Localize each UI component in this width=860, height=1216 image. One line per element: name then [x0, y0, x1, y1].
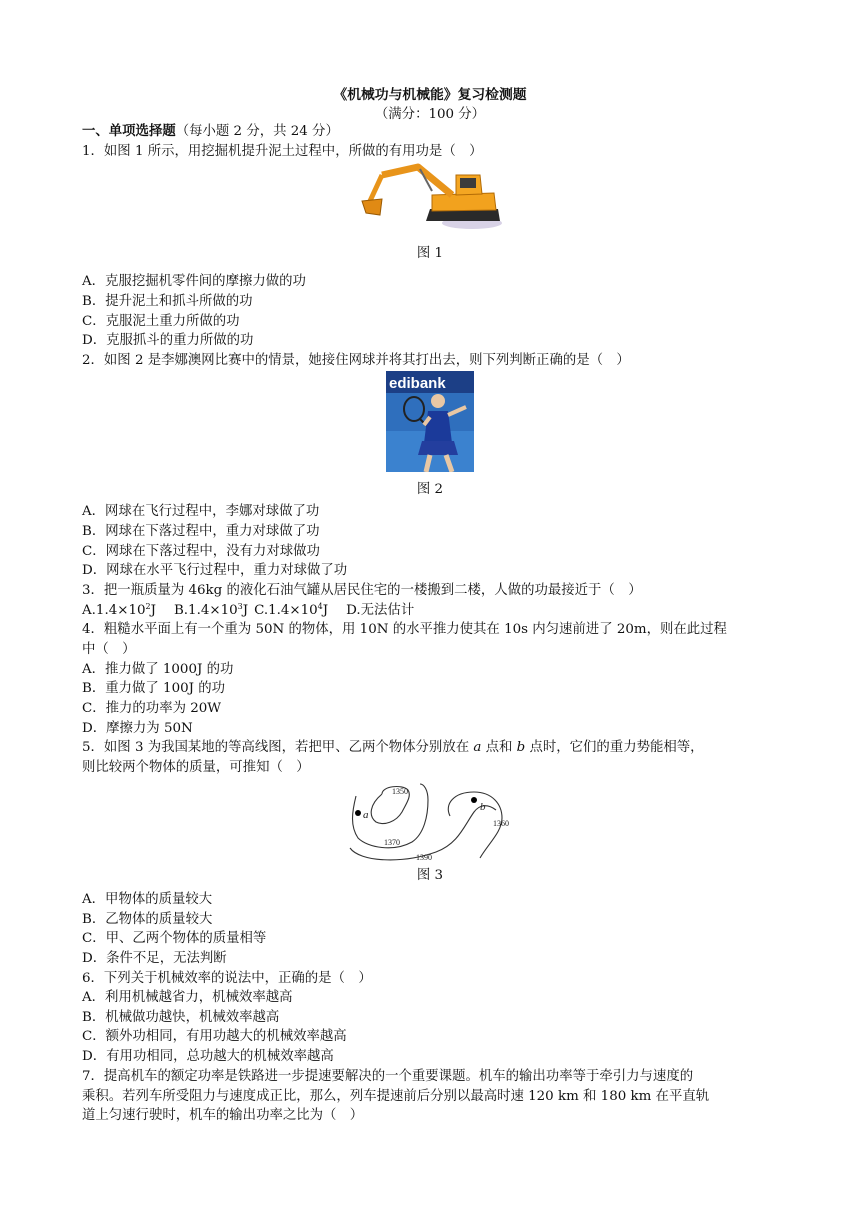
question-2-option-a: A．网球在飞行过程中，李娜对球做了功 — [82, 504, 320, 519]
section-heading-label: 一、单项选择题 — [82, 123, 176, 139]
question-5-option-b: B．乙物体的质量较大 — [82, 912, 213, 927]
question-7-line3: 道上匀速行驶时，机车的输出功率之比为（ ） — [82, 1108, 364, 1123]
figure-1-caption: 图 1 — [416, 246, 444, 261]
question-3-option-d: D.无法估计 — [346, 603, 415, 618]
figure-2-banner: edibank — [389, 375, 446, 392]
point-a-marker — [355, 810, 361, 816]
question-4-option-a: A．推力做了 1000J 的功 — [82, 662, 234, 677]
question-6-option-c: C．额外功相同，有用功越大的机械效率越高 — [82, 1029, 347, 1044]
map-label-b: b — [480, 801, 486, 813]
map-label-a: a — [363, 809, 369, 821]
question-3-option-b: $B.1.4\times 10^3J$ — [173, 602, 249, 618]
page-title: 《机械功与机械能》复习检测题 — [333, 87, 527, 103]
question-5-option-c: C．甲、乙两个物体的质量相等 — [82, 931, 267, 946]
contour-line-1390 — [350, 806, 496, 860]
question-4-option-d: D．摩擦力为 50N — [82, 721, 193, 736]
point-a-label: a — [473, 740, 482, 755]
question-7-line1: 7．提高机车的额定功率是铁路进一步提速要解决的一个重要课题。机车的输出功率等于牵引力与速度的 — [82, 1069, 694, 1084]
question-6-option-b: B．机械做功越快，机械效率越高 — [82, 1010, 280, 1025]
question-2-stem: 2．如图 2 是李娜澳网比赛中的情景，她接住网球并将其打出去，则下列判断正确的是（ ） — [82, 353, 630, 368]
section-heading-note: （每小题 2 分，共 24 分） — [175, 124, 339, 139]
contour-map-figure — [346, 782, 522, 866]
question-2-option-d: D．网球在水平飞行过程中，重力对球做了功 — [82, 563, 348, 578]
question-4-option-c: C．推力的功率为 20W — [82, 701, 222, 716]
map-label-1390: 1390 — [416, 853, 432, 862]
figure-3-caption: 图 3 — [416, 868, 444, 883]
question-3-option-c: $C.1.4\times 10^4J$ — [254, 602, 329, 618]
point-b-marker — [471, 797, 477, 803]
question-7-line2: 乘积。若列车所受阻力与速度成正比，那么，列车提速前后分别以最高时速 120 km 和 180 km 在平直轨 — [82, 1089, 710, 1104]
question-6-option-d: D．有用功相同，总功越大的机械效率越高 — [82, 1049, 334, 1064]
question-2-option-b: B．网球在下落过程中，重力对球做了功 — [82, 524, 320, 539]
question-4-stem-line2: 中（ ） — [82, 642, 136, 657]
question-5-stem-line2: 则比较两个物体的质量，可推知（ ） — [82, 760, 310, 775]
question-1-option-b: B．提升泥土和抓斗所做的功 — [82, 294, 253, 309]
section-heading — [82, 123, 339, 140]
question-1-option-c: C．克服泥土重力所做的功 — [82, 314, 240, 329]
question-3-stem: 3．把一瓶质量为 46kg 的液化石油气罐从居民住宅的一楼搬到二楼，人做的功最接近于（ ） — [82, 583, 642, 598]
question-4-option-b: B．重力做了 100J 的功 — [82, 681, 226, 696]
map-label-1360: 1360 — [493, 819, 509, 828]
question-6-stem: 6．下列关于机械效率的说法中，正确的是（ ） — [82, 971, 372, 986]
question-2-option-c: C．网球在下落过程中，没有力对球做功 — [82, 544, 320, 559]
question-1-option-a: A．克服挖掘机零件间的摩擦力做的功 — [82, 274, 306, 289]
question-1-option-d: D．克服抓斗的重力所做的功 — [82, 333, 254, 348]
question-5-option-d: D．条件不足，无法判断 — [82, 951, 227, 966]
question-6-option-a: A．利用机械越省力，机械效率越高 — [82, 990, 293, 1005]
question-3-option-a: $A.1.4\times 10^2J$ — [82, 602, 156, 618]
point-b-label: b — [516, 740, 526, 755]
page-subtitle: （满分：100 分） — [374, 107, 486, 122]
excavator-figure — [360, 163, 504, 233]
question-4-stem-line1: 4．粗糙水平面上有一个重为 50N 的物体，用 10N 的水平推力使其在 10s 内匀速前进了 20m，则在此过程 — [82, 622, 727, 637]
figure-2-caption: 图 2 — [416, 482, 444, 497]
tennis-player-figure — [386, 371, 474, 472]
map-label-1350: 1350 — [392, 787, 408, 796]
question-3-options — [82, 602, 414, 619]
question-5-option-a: A．甲物体的质量较大 — [82, 892, 213, 907]
question-5-stem-line1: 5．如图 3 为我国某地的等高线图，若把甲、乙两个物体分别放在 a 点和 b 点时，它们的重力势能相等， — [82, 740, 704, 755]
map-label-1370: 1370 — [384, 838, 400, 847]
question-1-stem: 1．如图 1 所示，用挖掘机提升泥土过程中，所做的有用功是（ ） — [82, 144, 483, 159]
